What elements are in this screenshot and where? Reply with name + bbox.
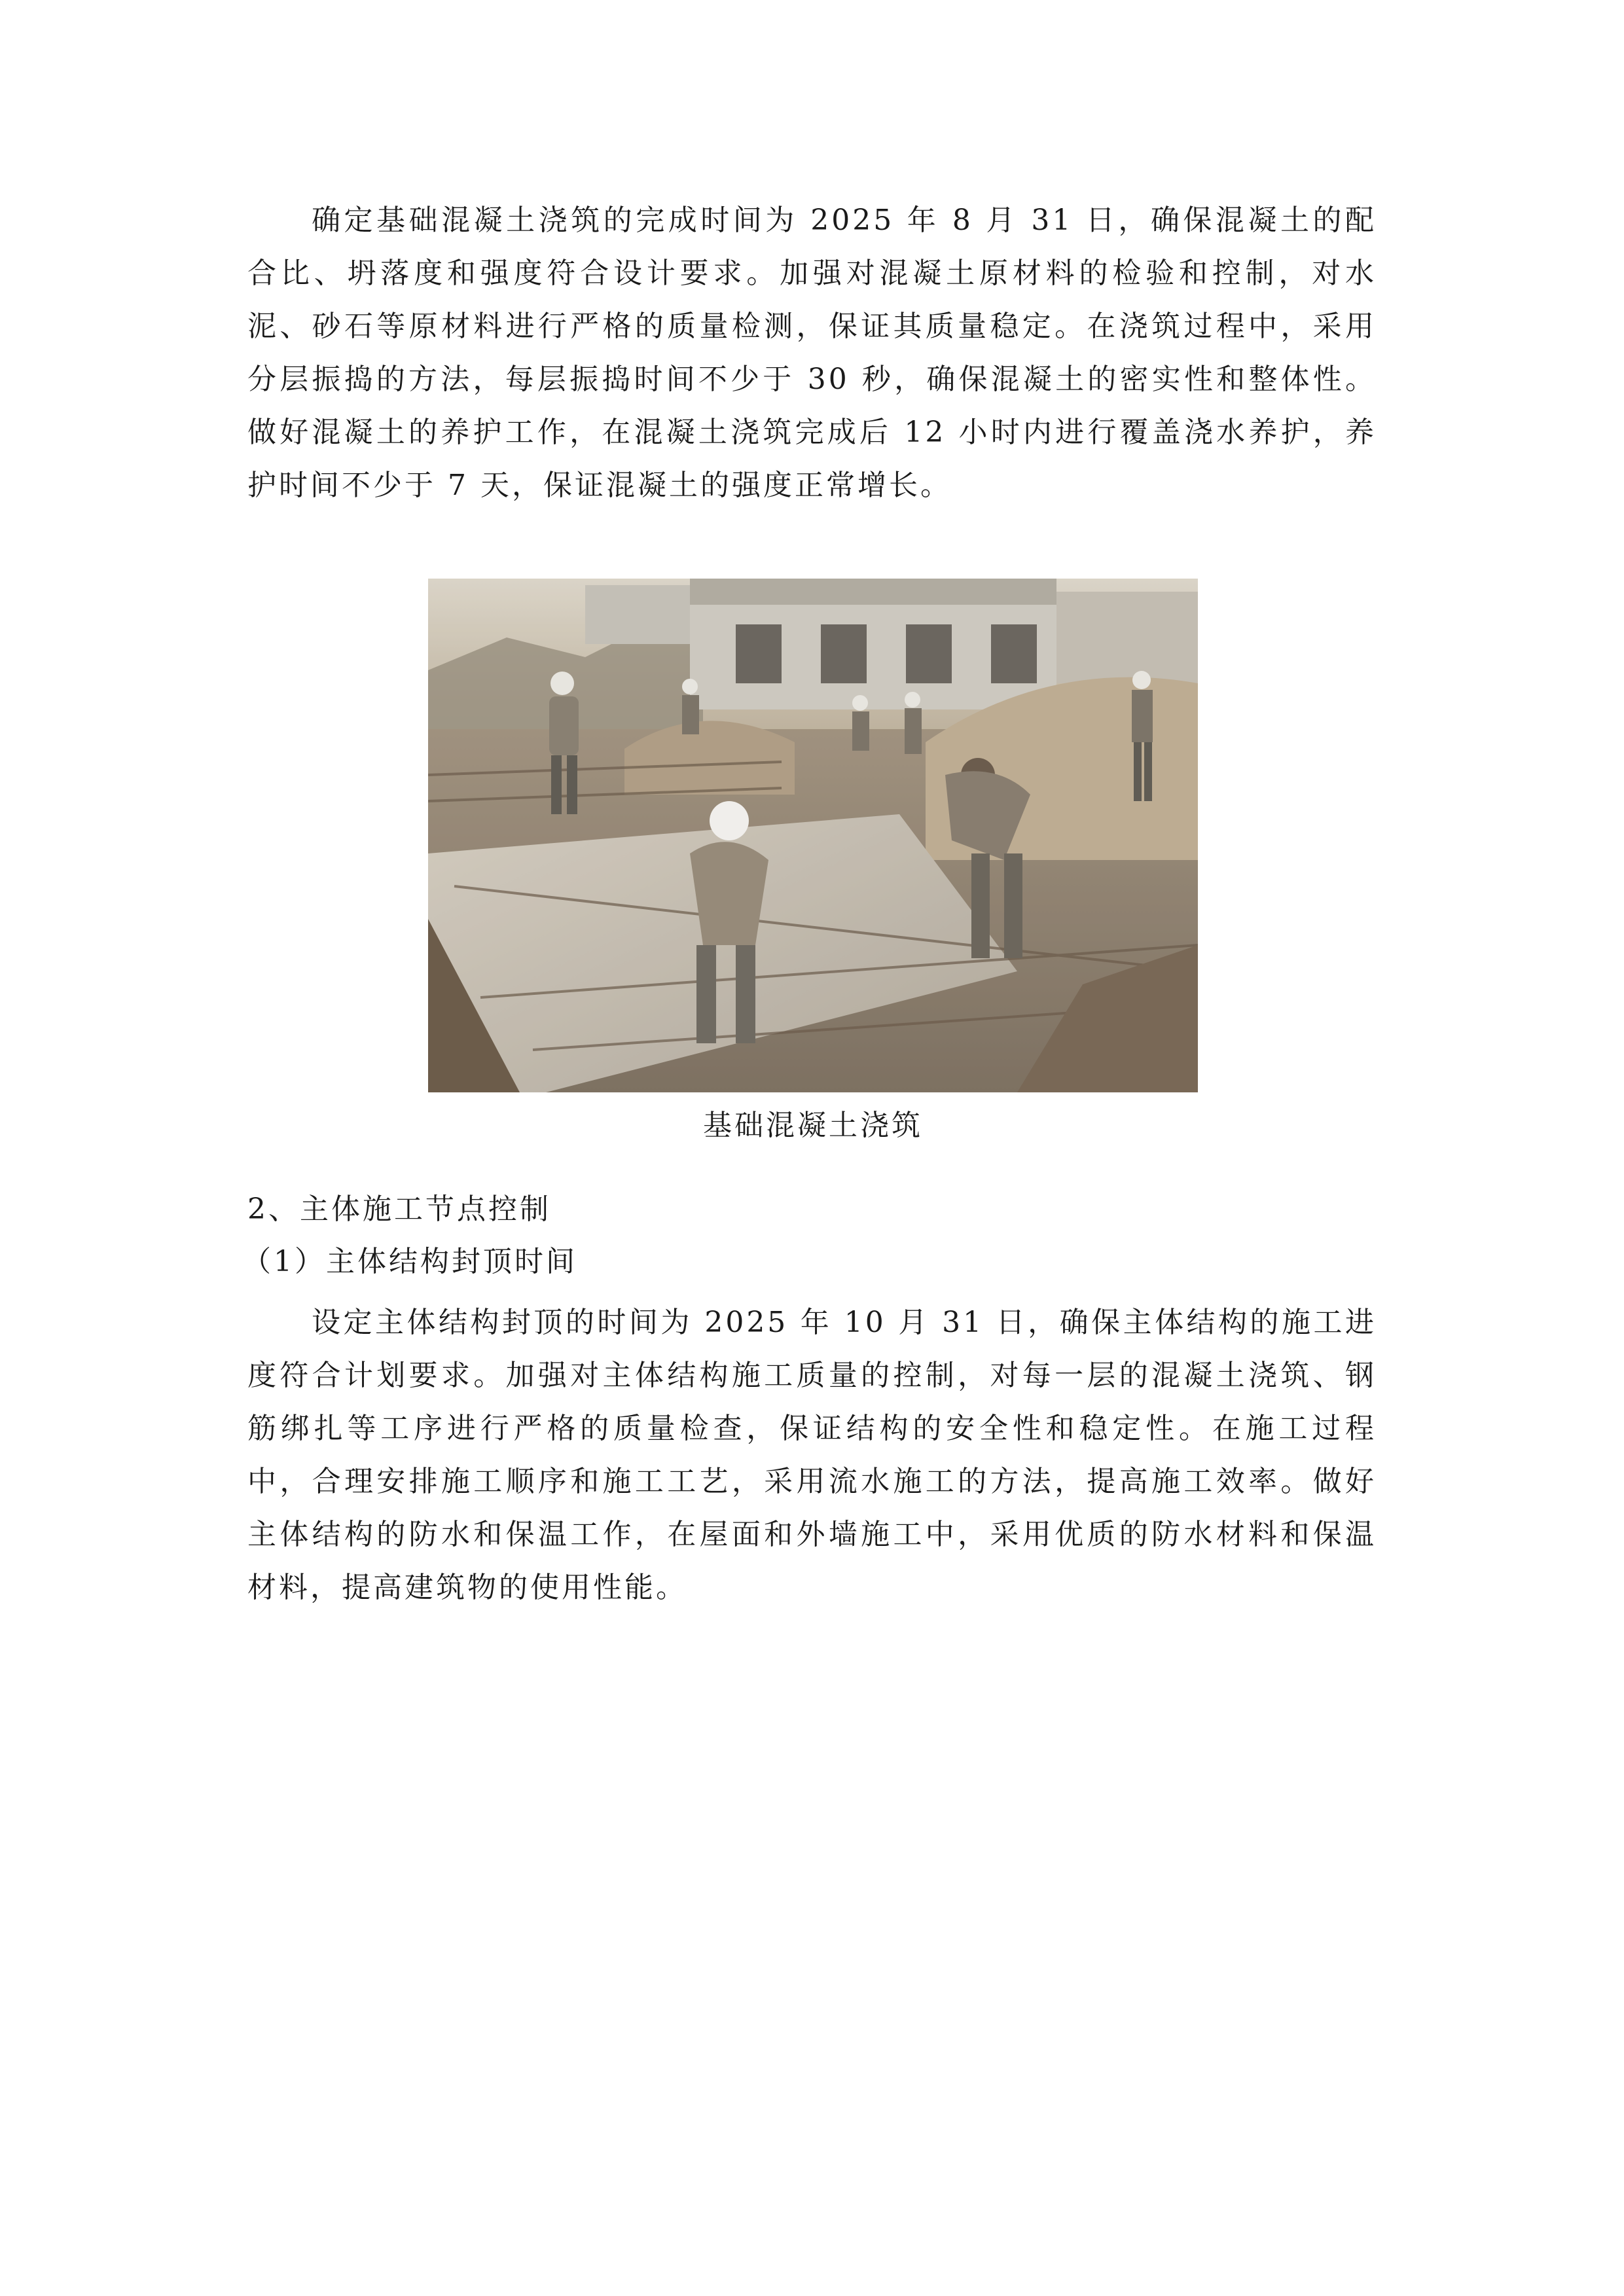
paragraph-main-structure-topping: 设定主体结构封顶的时间为 2025 年 10 月 31 日，确保主体结构的施工进度符合计划要求。加强对主体结构施工质量的控制，对每一层的混凝土浇筑、钢筋绑扎等工序进行严格的质量检查，保证结构的安全性和稳定性。在施工过程中，合理安排施工顺序和施工工艺，采用流水施工的方法，提高施工效率。做好主体结构的防水和保温工作，在屋面和外墙施工中，采用优质的防水材料和保温材料，提高建筑物的使用性能。 <box>247 1306 1377 1604</box>
subsection-heading: （1）主体结构封顶时间 <box>242 1245 577 1278</box>
section-heading: 2、主体施工节点控制 <box>247 1193 551 1226</box>
photo-foundation-concrete-pouring <box>428 579 1198 1092</box>
figure-caption: 基础混凝土浇筑 <box>703 1109 923 1142</box>
paragraph-foundation-concrete: 确定基础混凝土浇筑的完成时间为 2025 年 8 月 31 日，确保混凝土的配合比、坍落度和强度符合设计要求。加强对混凝土原材料的检验和控制，对水泥、砂石等原材料进行严格的质量检测，保证其质量稳定。在浇筑过程中，采用分层振捣的方法，每层振捣时间不少于 30 秒，确保混凝土的密实性和整体性。做好混凝土的养护工作，在混凝土浇筑完成后 12 小时内进行覆盖浇水养护，养护时间不少于 7 天，保证混凝土的强度正常增长。 <box>247 204 1377 502</box>
construction-photo-illustration <box>428 579 1198 1092</box>
